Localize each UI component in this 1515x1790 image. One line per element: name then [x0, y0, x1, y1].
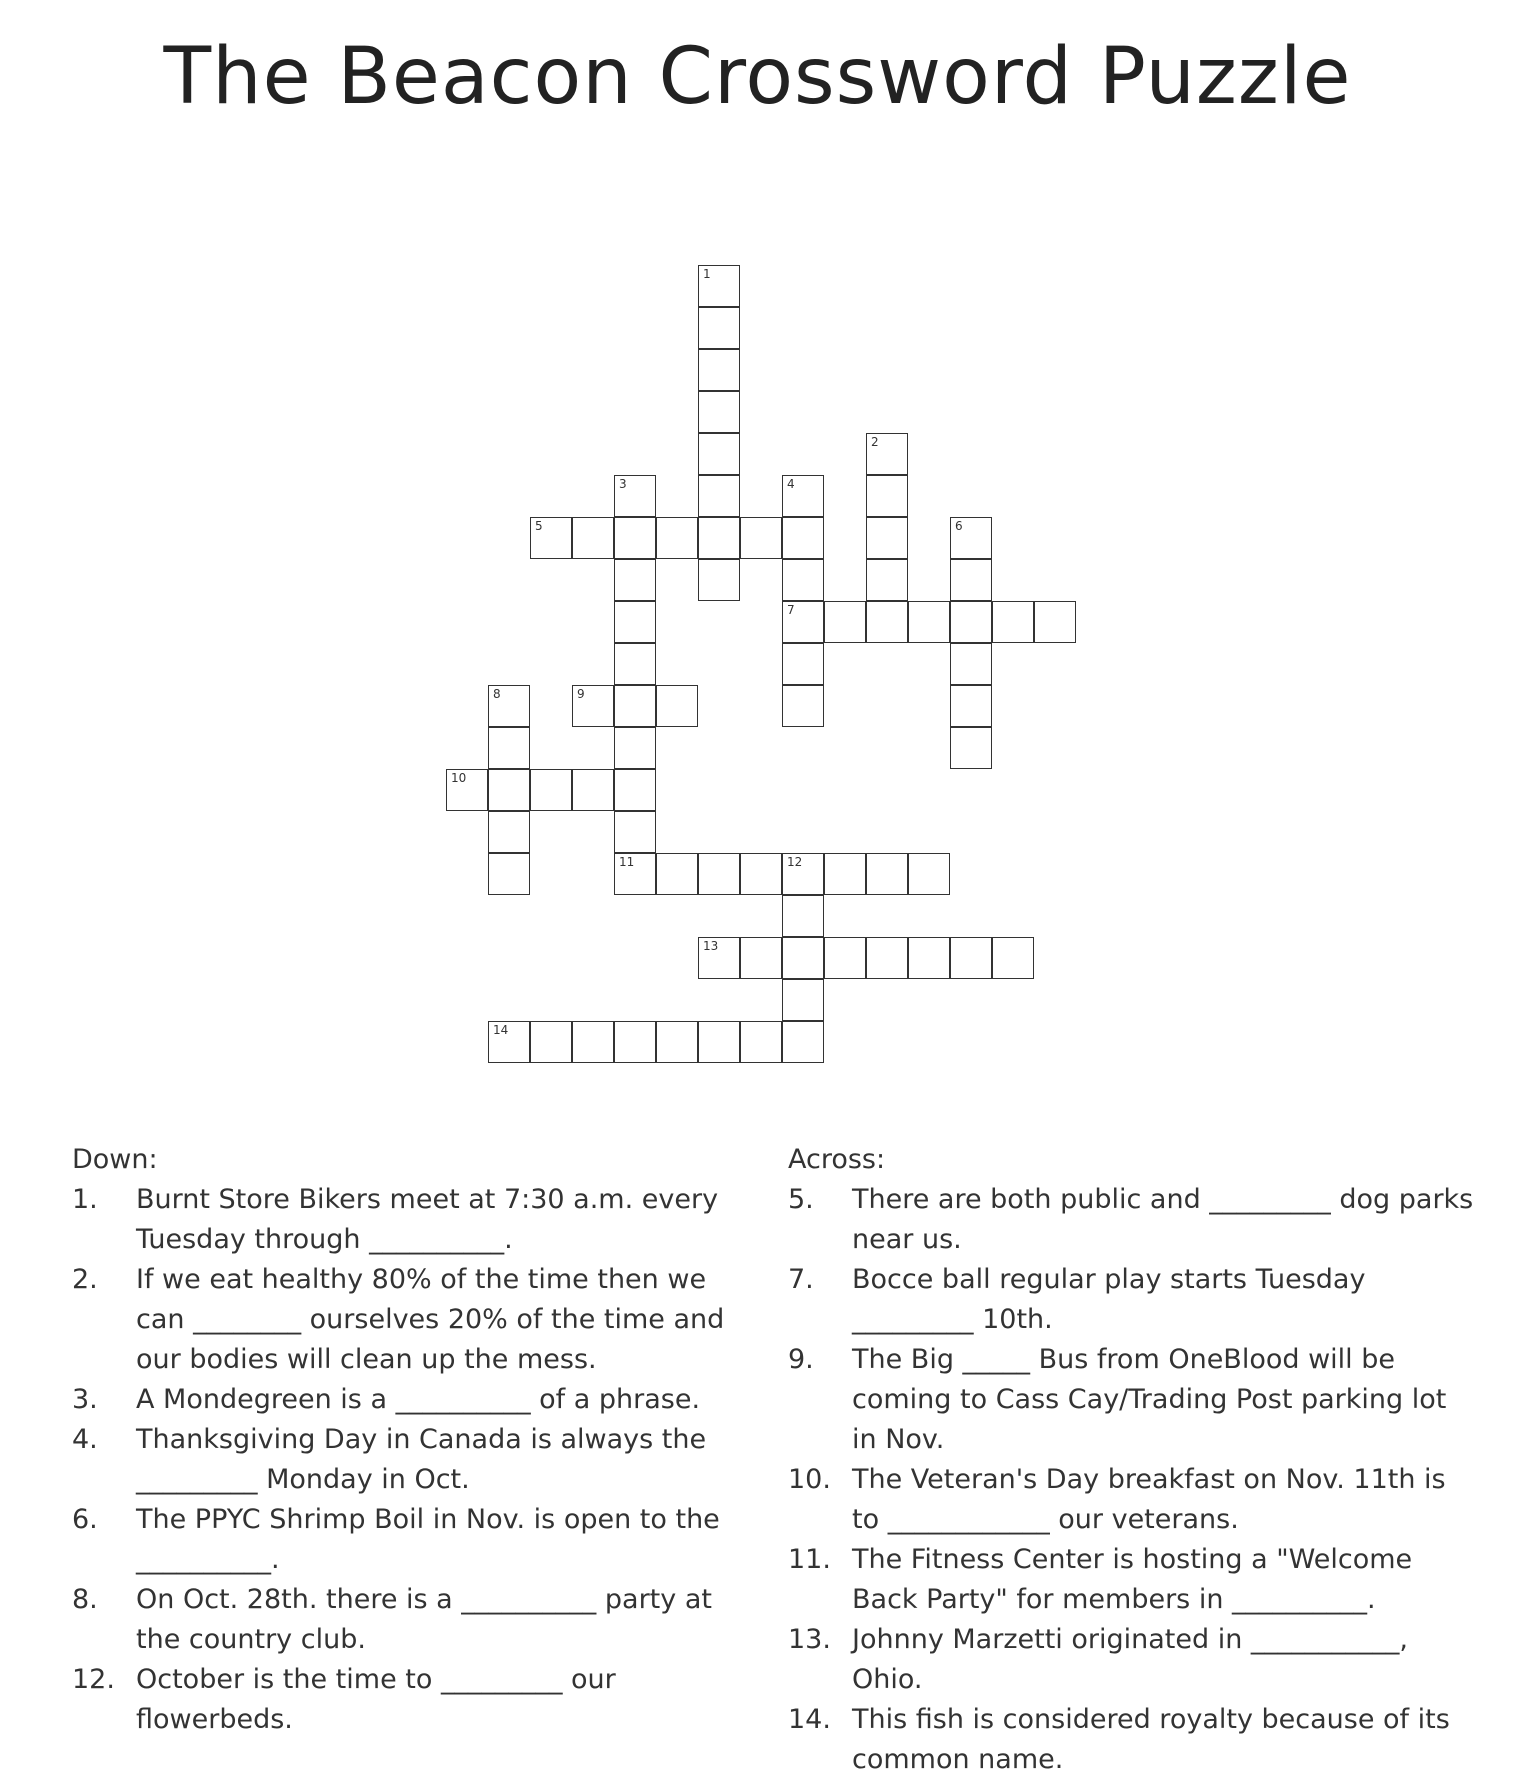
grid-cell[interactable]: [782, 937, 824, 979]
grid-cell[interactable]: [782, 685, 824, 727]
grid-cell[interactable]: [866, 853, 908, 895]
clue-text: The Veteran's Day breakfast on Nov. 11th is to ____________ our veterans.: [852, 1464, 1446, 1535]
grid-cell[interactable]: [782, 895, 824, 937]
clue-number: 12.: [72, 1664, 115, 1695]
grid-cell[interactable]: [950, 559, 992, 601]
grid-cell[interactable]: [740, 517, 782, 559]
down-clue: [72, 1180, 732, 1260]
down-clue: [72, 1660, 732, 1740]
grid-cell[interactable]: [824, 601, 866, 643]
clue-number: 3.: [72, 1384, 98, 1415]
grid-cell[interactable]: [530, 1021, 572, 1063]
grid-cell[interactable]: [656, 853, 698, 895]
grid-cell[interactable]: [740, 853, 782, 895]
grid-cell[interactable]: [698, 349, 740, 391]
grid-cell[interactable]: [698, 517, 740, 559]
clue-text: This fish is considered royalty because of its common name.: [852, 1704, 1450, 1775]
clue-number: 8.: [72, 1584, 98, 1615]
down-clue: [72, 1260, 732, 1380]
clue-text: On Oct. 28th. there is a __________ party at the country club.: [136, 1584, 712, 1655]
clue-number: 13.: [788, 1624, 831, 1655]
grid-cell[interactable]: [530, 517, 572, 559]
grid-cell[interactable]: [488, 853, 530, 895]
grid-cell[interactable]: [614, 685, 656, 727]
grid-cell[interactable]: [572, 1021, 614, 1063]
cell-number: 9: [577, 687, 585, 701]
grid-cell[interactable]: [782, 517, 824, 559]
grid-cell[interactable]: [698, 937, 740, 979]
grid-cell[interactable]: [782, 853, 824, 895]
down-clue: [72, 1380, 732, 1420]
grid-cell[interactable]: [866, 559, 908, 601]
clue-text: The PPYC Shrimp Boil in Nov. is open to the __________.: [136, 1504, 720, 1575]
cell-number: 11: [619, 855, 635, 869]
clue-number: 11.: [788, 1544, 831, 1575]
cell-number: 6: [955, 519, 963, 533]
grid-cell[interactable]: [782, 643, 824, 685]
grid-cell[interactable]: [698, 307, 740, 349]
clue-number: 14.: [788, 1704, 831, 1735]
grid-cell[interactable]: [488, 1021, 530, 1063]
grid-cell[interactable]: [614, 475, 656, 517]
cell-number: 4: [787, 477, 795, 491]
grid-cell[interactable]: [866, 475, 908, 517]
grid-cell[interactable]: [782, 1021, 824, 1063]
grid-cell[interactable]: [488, 685, 530, 727]
clue-number: 5.: [788, 1184, 814, 1215]
clue-text: October is the time to _________ our flowerbeds.: [136, 1664, 616, 1735]
grid-cell[interactable]: [908, 853, 950, 895]
grid-cell[interactable]: [656, 517, 698, 559]
down-clue: [72, 1500, 732, 1580]
cell-number: 8: [493, 687, 501, 701]
grid-cell[interactable]: [992, 601, 1034, 643]
cell-number: 3: [619, 477, 627, 491]
down-clue-list: [72, 1180, 732, 1740]
clue-text: There are both public and _________ dog parks near us.: [852, 1184, 1474, 1255]
grid-cell[interactable]: [488, 769, 530, 811]
grid-cell[interactable]: [614, 769, 656, 811]
clue-text: Thanksgiving Day in Canada is always the _________ Monday in Oct.: [136, 1424, 707, 1495]
grid-cell[interactable]: [992, 937, 1034, 979]
grid-cell[interactable]: [950, 601, 992, 643]
grid-cell[interactable]: [740, 937, 782, 979]
clue-text: Johnny Marzetti originated in ___________, Ohio.: [852, 1624, 1408, 1695]
clue-text: A Mondegreen is a __________ of a phrase.: [136, 1384, 701, 1415]
clue-number: 2.: [72, 1264, 98, 1295]
grid-cell[interactable]: [824, 853, 866, 895]
grid-cell[interactable]: [614, 853, 656, 895]
grid-cell[interactable]: [614, 643, 656, 685]
clue-text: The Fitness Center is hosting a "Welcome Back Party" for members in __________.: [852, 1544, 1413, 1615]
grid-cell[interactable]: [446, 769, 488, 811]
grid-cell[interactable]: [488, 727, 530, 769]
grid-cell[interactable]: [866, 937, 908, 979]
grid-cell[interactable]: [656, 685, 698, 727]
clue-number: 4.: [72, 1424, 98, 1455]
cell-number: 1: [703, 267, 711, 281]
grid-cell[interactable]: [614, 517, 656, 559]
cell-number: 5: [535, 519, 543, 533]
grid-cell[interactable]: [866, 517, 908, 559]
across-heading: Across:: [788, 1144, 886, 1175]
grid-cell[interactable]: [614, 811, 656, 853]
clue-number: 6.: [72, 1504, 98, 1535]
grid-cell[interactable]: [950, 517, 992, 559]
grid-cell[interactable]: [782, 601, 824, 643]
grid-cell[interactable]: [614, 1021, 656, 1063]
grid-cell[interactable]: [614, 559, 656, 601]
cell-number: 10: [451, 771, 467, 785]
clue-number: 1.: [72, 1184, 98, 1215]
grid-cell[interactable]: [698, 433, 740, 475]
cell-number: 7: [787, 603, 795, 617]
across-clue-list: [788, 1180, 1478, 1780]
grid-cell[interactable]: [698, 559, 740, 601]
grid-cell[interactable]: [572, 685, 614, 727]
clue-text: Bocce ball regular play starts Tuesday _________ 10th.: [852, 1264, 1366, 1335]
cell-number: 2: [871, 435, 879, 449]
clue-text: The Big _____ Bus from OneBlood will be coming to Cass Cay/Trading Post parking lot in Nov.: [852, 1344, 1447, 1455]
cell-number: 14: [493, 1023, 509, 1037]
grid-cell[interactable]: [656, 1021, 698, 1063]
grid-cell[interactable]: [614, 727, 656, 769]
across-clues: [788, 1140, 1478, 1780]
grid-cell[interactable]: [950, 727, 992, 769]
across-clue: [788, 1180, 1478, 1260]
clue-number: 10.: [788, 1464, 831, 1495]
grid-cell[interactable]: [950, 643, 992, 685]
grid-cell[interactable]: [698, 391, 740, 433]
clue-text: If we eat healthy 80% of the time then we can ________ ourselves 20% of the time and our bodies will clean up the mess.: [136, 1264, 725, 1375]
grid-cell[interactable]: [782, 559, 824, 601]
grid-cell[interactable]: [572, 769, 614, 811]
down-clue: [72, 1420, 732, 1500]
clue-text: Burnt Store Bikers meet at 7:30 a.m. every Tuesday through __________.: [136, 1184, 719, 1255]
across-clue: [788, 1340, 1478, 1460]
grid-cell[interactable]: [614, 601, 656, 643]
grid-cell[interactable]: [908, 601, 950, 643]
across-clue: [788, 1540, 1478, 1620]
grid-cell[interactable]: [824, 937, 866, 979]
clue-number: 9.: [788, 1344, 814, 1375]
grid-cell[interactable]: [782, 979, 824, 1021]
grid-cell[interactable]: [572, 517, 614, 559]
across-clue: [788, 1260, 1478, 1340]
cell-number: 13: [703, 939, 719, 953]
grid-cell[interactable]: [740, 1021, 782, 1063]
grid-cell[interactable]: [950, 937, 992, 979]
grid-cell[interactable]: [866, 433, 908, 475]
down-clue: [72, 1580, 732, 1660]
grid-cell[interactable]: [698, 475, 740, 517]
grid-cell[interactable]: [698, 1021, 740, 1063]
across-clue: [788, 1460, 1478, 1540]
down-clues: [72, 1140, 732, 1740]
across-clue: [788, 1700, 1478, 1780]
clue-number: 7.: [788, 1264, 814, 1295]
across-clue: [788, 1620, 1478, 1700]
grid-cell[interactable]: [782, 475, 824, 517]
grid-cell[interactable]: [1034, 601, 1076, 643]
cell-number: 12: [787, 855, 803, 869]
grid-cell[interactable]: [488, 811, 530, 853]
grid-cell[interactable]: [698, 853, 740, 895]
grid-cell[interactable]: [530, 769, 572, 811]
grid-cell[interactable]: [908, 937, 950, 979]
grid-cell[interactable]: [698, 265, 740, 307]
grid-cell[interactable]: [866, 601, 908, 643]
puzzle-title: The Beacon Crossword Puzzle: [163, 32, 1352, 122]
down-heading: Down:: [72, 1144, 158, 1175]
grid-cell[interactable]: [950, 685, 992, 727]
